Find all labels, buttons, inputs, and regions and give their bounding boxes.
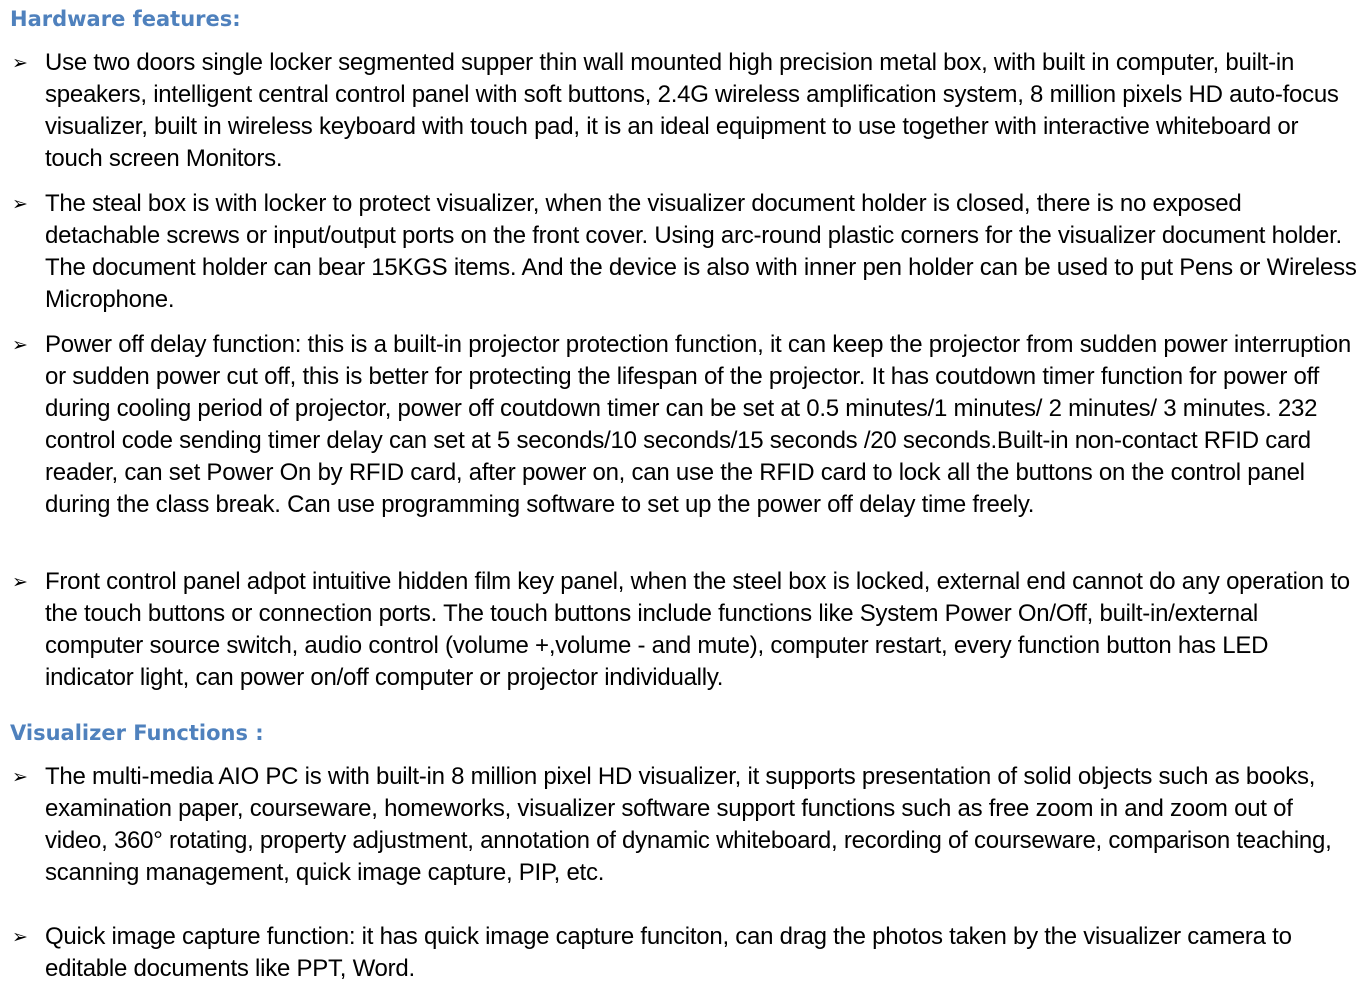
- bullet-text: Use two doors single locker segmented supper thin wall mounted high precision metal box, with built in computer, built-in speakers, intelligent central control panel with soft buttons, 2.4G wireless amplification system, 8 million pixels HD auto-focus visualizer, built in wireless keyboard with touch pad, it is an ideal equipment to use together with interactive whiteboard or touch screen Monitors.: [45, 49, 1339, 172]
- bullet-text: Power off delay function: this is a built-in projector protection function, it can keep the projector from sudden power interruption or sudden power cut off, this is better for protecting the lifespan of the projector. It has coutdown timer function for power off during cooling period of projector, power off coutdown timer can be set at 0.5 minutes/1 minutes/ 2 minutes/ 3 minutes. 232 control code sending timer delay can set at 5 seconds/10 seconds/15 seconds /20 seconds.Built-in non-contact RFID card reader, can set Power On by RFID card, after power on, can use the RFID card to lock all the buttons on the control panel during the class break. Can use programming software to set up the power off delay time freely.: [45, 331, 1351, 518]
- arrowhead-bullet-icon: ➢: [12, 766, 28, 788]
- bullet-text: Quick image capture function: it has quick image capture funciton, can drag the photos taken by the visualizer camera to editable documents like PPT, Word.: [45, 923, 1292, 982]
- section-heading-hardware-features: Hardware features:: [10, 7, 241, 31]
- section-heading-visualizer-functions: Visualizer Functions :: [10, 721, 264, 745]
- list-item: [10, 47, 1360, 175]
- list-item: [10, 761, 1360, 889]
- bullet-text: The multi-media AIO PC is with built-in 8 million pixel HD visualizer, it supports presentation of solid objects such as books, examination paper, courseware, homeworks, visualizer software support functions such as free zoom in and zoom out of video, 360° rotating, property adjustment, annotation of dynamic whiteboard, recording of courseware, comparison teaching, scanning management, quick image capture, PIP, etc.: [45, 763, 1332, 886]
- arrowhead-bullet-icon: ➢: [12, 571, 28, 593]
- arrowhead-bullet-icon: ➢: [12, 926, 28, 948]
- list-item: [10, 329, 1360, 521]
- list-item: [10, 921, 1360, 985]
- arrowhead-bullet-icon: ➢: [12, 193, 28, 215]
- bullet-text: Front control panel adpot intuitive hidden film key panel, when the steel box is locked, external end cannot do any operation to the touch buttons or connection ports. The touch buttons include functions like System Power On/Off, built-in/external computer source switch, audio control (volume +,volume - and mute), computer restart, every function button has LED indicator light, can power on/off computer or projector individually.: [45, 568, 1350, 691]
- list-item: [10, 566, 1360, 694]
- list-item: [10, 188, 1360, 316]
- bullet-text: The steal box is with locker to protect visualizer, when the visualizer document holder is closed, there is no exposed detachable screws or input/output ports on the front cover. Using arc-round plastic corners for the visualizer document holder. The document holder can bear 15KGS items. And the device is also with inner pen holder can be used to put Pens or Wireless Microphone.: [45, 190, 1357, 313]
- arrowhead-bullet-icon: ➢: [12, 334, 28, 356]
- arrowhead-bullet-icon: ➢: [12, 52, 28, 74]
